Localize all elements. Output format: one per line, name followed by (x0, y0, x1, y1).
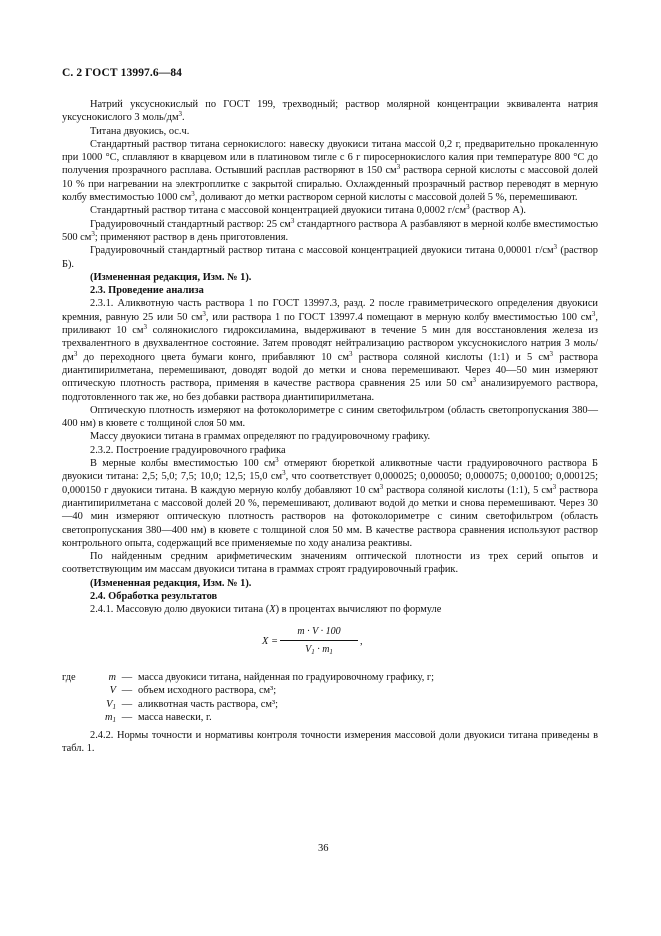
definition-row (62, 698, 598, 712)
definition-text: масса навески, г. (138, 712, 212, 724)
paragraph-p5: Градуировочный стандартный раствор: 25 $см^3$ стандартного раствора А разбавляют в мерной колбе вместимостью 500 $см^3$; применяют раствор в день приготовления. (62, 216, 598, 243)
definition-dash: — (121, 671, 133, 683)
formula-denominator: $V_1 \cdot m_1$ (305, 643, 333, 656)
paragraph-p8: 2.3. Проведение анализа (90, 285, 204, 297)
formula-fraction (280, 625, 358, 657)
formula-lhs: X = (262, 635, 278, 647)
definition-lead: где (62, 671, 76, 683)
document-body (62, 98, 598, 756)
definition-symbol: $m_1$ (104, 712, 116, 725)
paragraph-p9: 2.3.1. Аликвотную часть раствора 1 по ГОСТ 13997.3, разд. 2 после гравиметрического определения двуокиси кремния, равную 25 или 50 $см^3$, или раствора 1 по ГОСТ 13997.4 помещают в мерную колбу вместимостью 100 $см^3$, приливают 10 $см^3$ солянокислого гидроксиламина, выдерживают в течение 5 мин для восстановления железа из трехвалентного в двухвалентное состояние. Затем проводят нейтрализацию раствором уксуснокислого натрия 3 моль/$дм^3$ до переходного цвета бумаги конго, прибавляют 10 $см^3$ раствора соляной кислоты (1:1) и 5 $см^3$ раствора диантипирилметана, перемешивают, доводят водой до метки и снова перемешивают. Через 40—50 мин измеряют оптическую плотность раствора, применяя в качестве раствора сравнения 25 или 50 $см^3$ анализируемого раствора, подготовленного так же, но без добавки раствора диантипирилметана. (62, 298, 599, 403)
formula-numerator: m · V · 100 (280, 625, 358, 641)
paragraph-p18: 2.4.2. Нормы точности и нормативы контроля точности измерения массовой доли двуокиси титана приведены в табл. 1. (62, 729, 598, 755)
definition-text: объем исходного раствора, см³; (138, 685, 277, 697)
paragraph-p12: 2.3.2. Построение градуировочного графика (90, 444, 286, 456)
paragraph-p17: 2.4.1. Массовую долю двуокиси титана (X) в процентах вычисляют по формуле (90, 604, 442, 616)
definition-dash: — (121, 685, 133, 697)
paragraph-p1: Натрий уксуснокислый по ГОСТ 199, трехводный; раствор молярной концентрации эквивалента натрия уксуснокислого 3 моль/$дм^3$. (62, 99, 598, 124)
definition-symbol: $V_1$ (106, 698, 116, 711)
paragraph-p4: Стандартный раствор титана с массовой концентрацией двуокиси титана 0,0002 $г/см^3$ (раствор А). (90, 203, 526, 217)
paragraph-p16: 2.4. Обработка результатов (90, 590, 218, 602)
definition-text: аликвотная часть раствора, см³; (138, 698, 278, 710)
definition-dash: — (121, 712, 133, 724)
formula (62, 621, 598, 665)
definition-symbol: m (108, 671, 116, 683)
paragraph-p3: Стандартный раствор титана сернокислого: навеску двуокиси титана массой 0,2 г, предварительно прокаленную при 1000 °С, сплавляют в кварцевом или в платиновом тигле с 6 г пиросернокислого калия при температуре 800 °С до получения прозрачного расплава. Остывший расплав растворяют в 150 $см^3$ раствора серной кислоты с массовой долей 10 % при нагревании на электроплитке с закрытой спиралью. Охлажденный прозрачный раствор переводят в мерную колбу вместимостью 1000 $см^3$, доливают до метки раствором серной кислоты с массовой долей 5 %, перемешивают. (62, 138, 598, 204)
definition-text: масса двуокиси титана, найденная по градуировочному графику, г; (138, 671, 435, 683)
definition-row (62, 684, 598, 698)
paragraph-p7: (Измененная редакция, Изм. № 1). (90, 271, 252, 283)
paragraph-p13: В мерные колбы вместимостью 100 $см^3$ отмеряют бюреткой аликвотные части градуировочного раствора Б двуокиси титана: 2,5; 5,0; 7,5; 10,0; 12,5; 15,0 $см^3$, что соответствует 0,000025; 0,000050; 0,000075; 0,000100; 0,000125; 0,000150 г двуокиси титана. В каждую мерную колбу добавляют 10 $см^3$ раствора соляной кислоты (1:1), 5 $см^3$ раствора диантипирилметана с массовой долей 20 %, перемешивают, доливают водой до метки и снова перемешивают. Через 30—40 мин измеряют оптическую плотность растворов на фотоколориметре с синим светофильтром (область светопропускания 380—400 нм) в кювете с толщиной слоя 50 мм. В качестве раствора сравнения используют раствор контрольного опыта, содержащий все применяемые по ходу анализа реактивы. (62, 456, 599, 549)
paragraph-p15: (Измененная редакция, Изм. № 1). (90, 577, 252, 589)
formula-tail: , (360, 635, 363, 647)
definition-symbol: V (109, 685, 116, 697)
paragraph-p6: Градуировочный стандартный раствор титана с массовой концентрацией двуокиси титана 0,00001 $г/см^3$ (раствор Б). (62, 243, 599, 270)
paragraph-p10: Оптическую плотность измеряют на фотоколориметре с синим светофильтром (область светопропускания 380—400 нм) в кювете с толщиной слоя 50 мм. (62, 404, 598, 430)
paragraph-p14: По найденным средним арифметическим значениям оптической плотности из трех серий опытов и соответствующим им массам двуокиси титана в граммах строят градуировочный график. (62, 551, 598, 576)
paragraph-p2: Титана двуокись, ос.ч. (90, 125, 190, 137)
page-header: С. 2 ГОСТ 13997.6—84 (62, 67, 183, 79)
definition-row (62, 671, 598, 685)
definition-dash: — (121, 698, 133, 710)
definition-row (62, 711, 598, 725)
paragraph-p11: Массу двуокиси титана в граммах определяют по градуировочному графику. (90, 431, 431, 443)
page-number: 36 (318, 843, 329, 854)
variable-definitions (62, 671, 598, 725)
paragraph-list (62, 98, 598, 617)
paragraph-list-after (62, 729, 598, 756)
